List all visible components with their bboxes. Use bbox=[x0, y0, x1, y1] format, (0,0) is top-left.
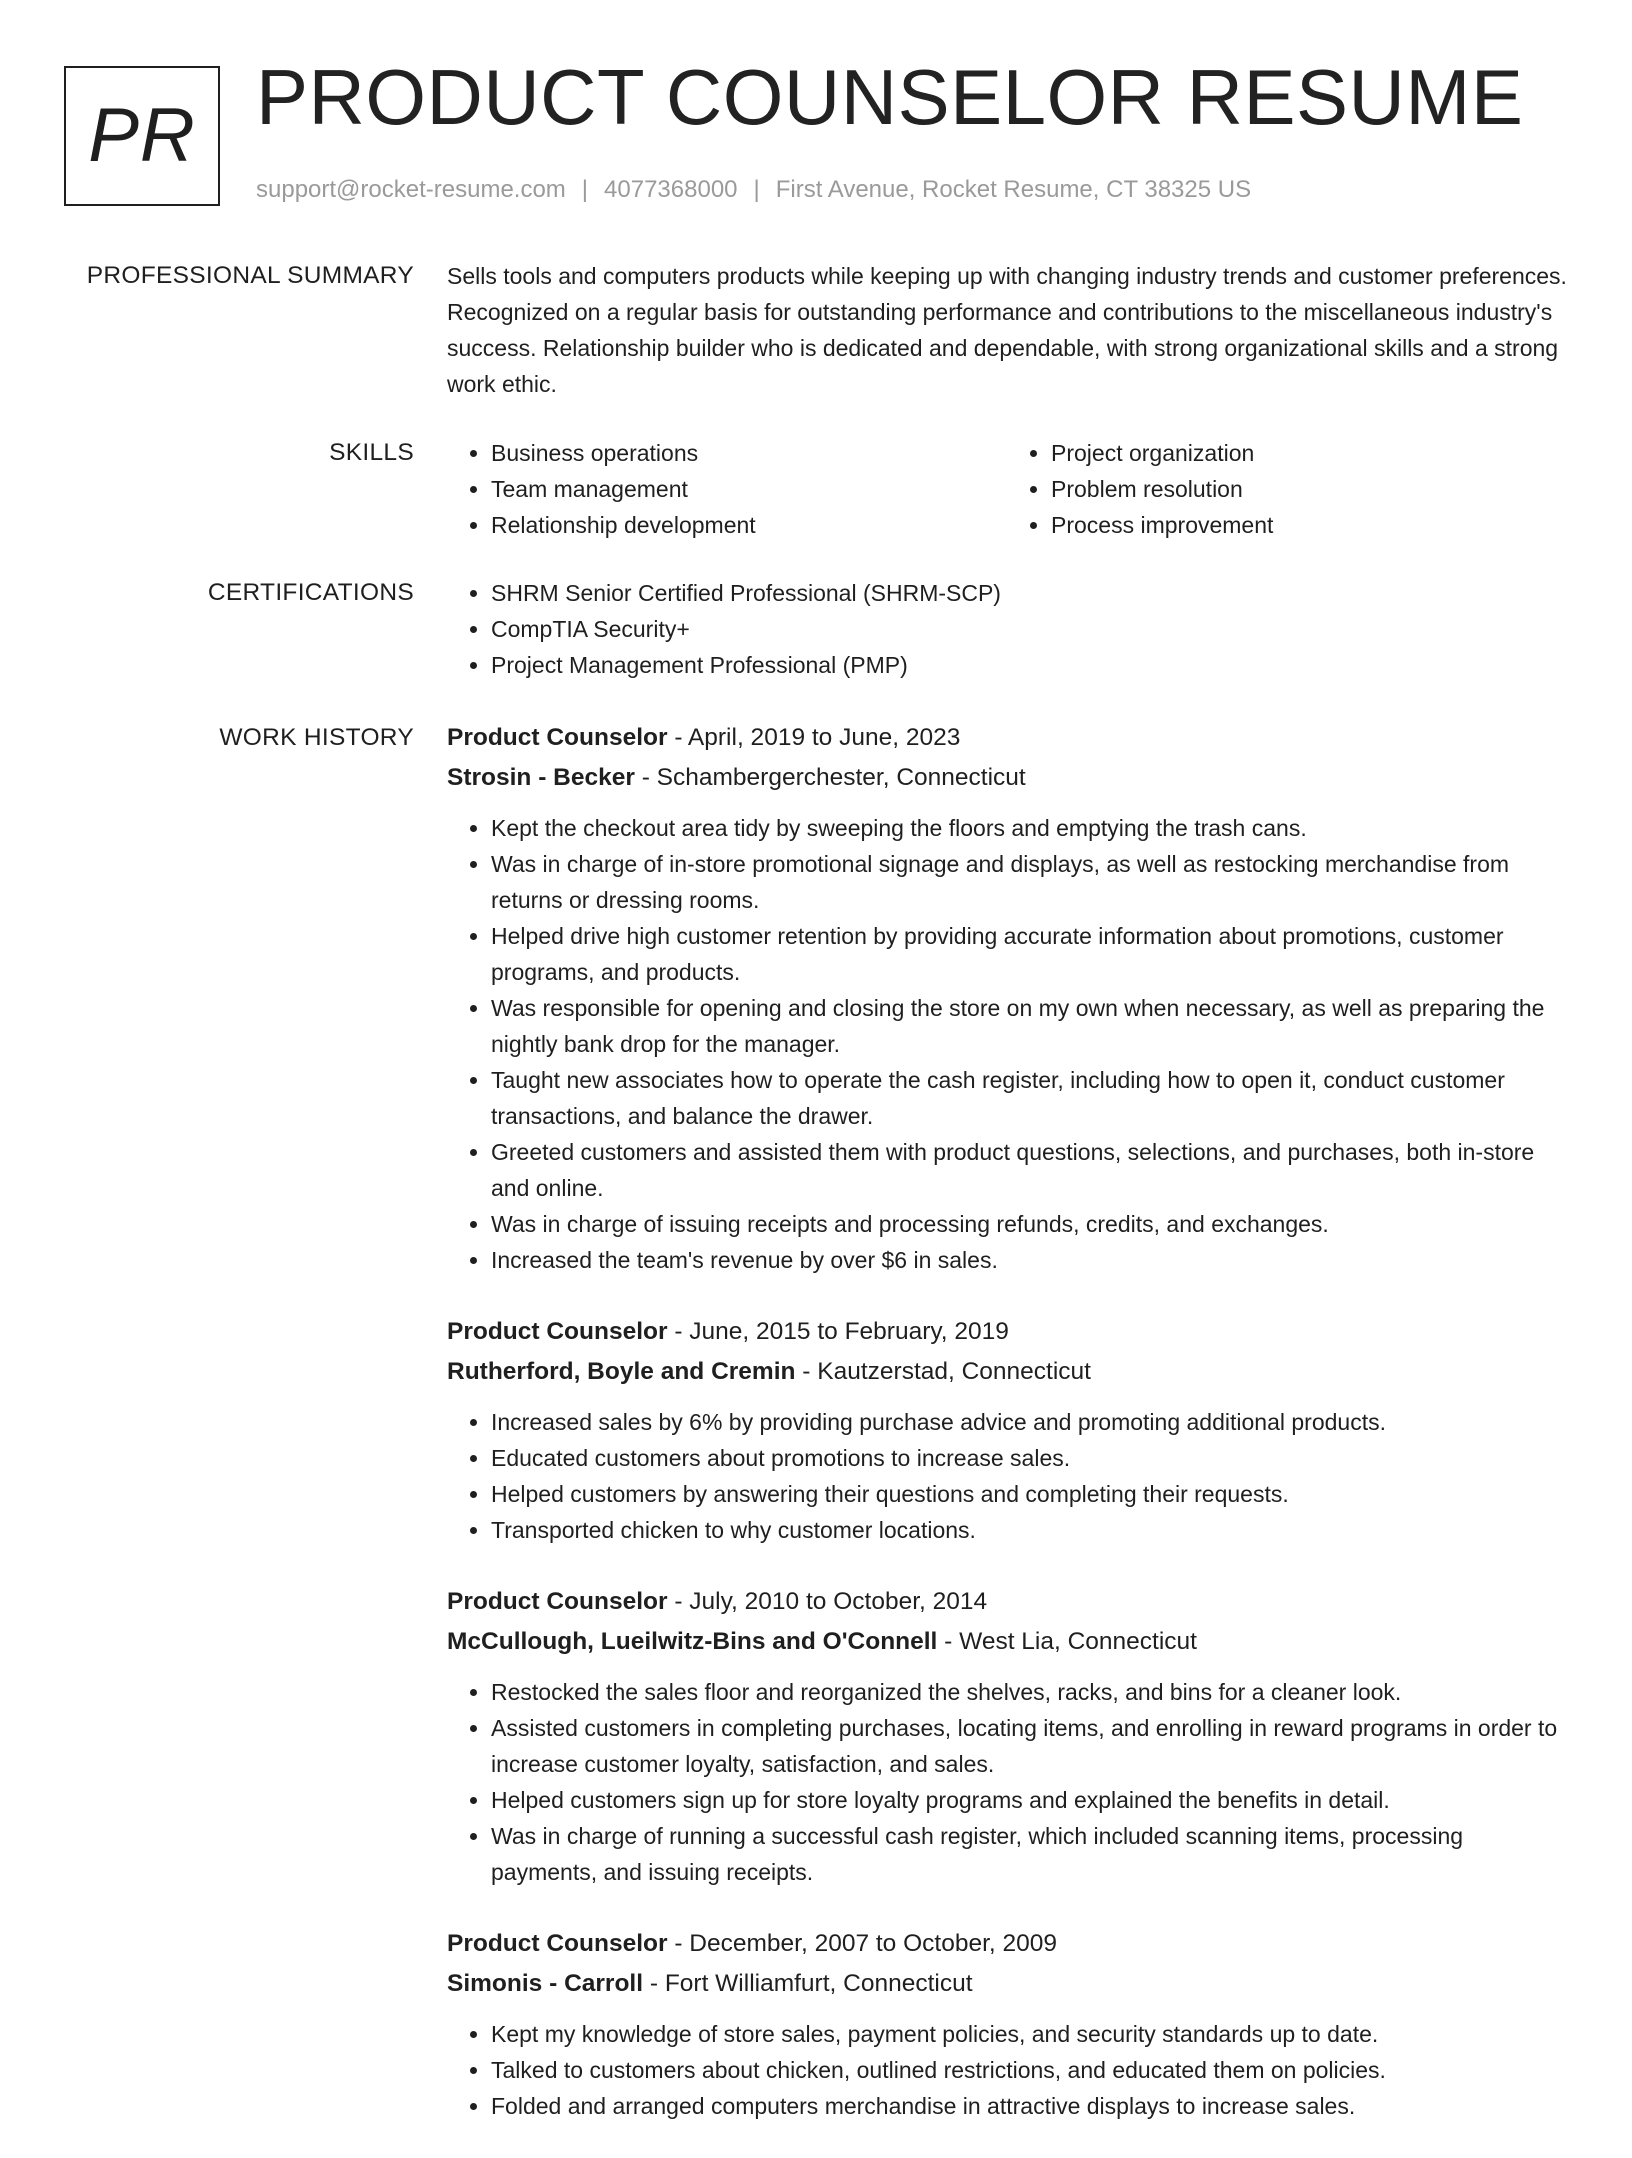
job-bullet: • Kept my knowledge of store sales, payment policies, and security standards up to date. bbox=[491, 2016, 1567, 2052]
skills-list-left bbox=[447, 435, 1007, 543]
list-item: • Project Management Professional (PMP) bbox=[491, 647, 1567, 683]
job-title: Product Counselor bbox=[447, 1588, 668, 1615]
contact-address: First Avenue, Rocket Resume, CT 38325 US bbox=[775, 176, 1252, 203]
job-company: Strosin - Becker bbox=[447, 764, 635, 791]
job-company-line bbox=[447, 1622, 1567, 1662]
job-bullets bbox=[447, 2016, 1567, 2124]
job-location: - Schambergerchester, Connecticut bbox=[634, 764, 1026, 791]
job-title-line bbox=[447, 718, 1567, 758]
job-location: - West Lia, Connecticut bbox=[937, 1628, 1197, 1655]
list-item: • Project organization bbox=[1051, 435, 1567, 471]
job-bullet: • Helped customers by answering their questions and completing their requests. bbox=[491, 1476, 1567, 1512]
list-item: • Team management bbox=[491, 471, 1007, 507]
contact-email[interactable]: support@rocket-resume.com bbox=[256, 176, 566, 203]
job-bullet: • Greeted customers and assisted them with product questions, selections, and purchases, both in-store and online. bbox=[491, 1134, 1567, 1206]
job-title: Product Counselor bbox=[447, 1318, 668, 1345]
job-title-line bbox=[447, 1924, 1567, 1964]
job-bullet: • Was responsible for opening and closing the store on my own when necessary, as well as preparing the nightly bank drop for the manager. bbox=[491, 990, 1567, 1062]
section-label-skills: SKILLS bbox=[329, 439, 414, 466]
summary-body bbox=[447, 258, 1567, 402]
job-location: - Kautzerstad, Connecticut bbox=[795, 1358, 1091, 1385]
job-entry bbox=[447, 718, 1567, 1278]
job-company: Simonis - Carroll bbox=[447, 1970, 644, 1997]
job-bullet: • Transported chicken to why customer locations. bbox=[491, 1512, 1567, 1548]
job-company-line bbox=[447, 1352, 1567, 1392]
contact-line bbox=[256, 176, 1251, 204]
resume-title: PRODUCT COUNSELOR RESUME bbox=[256, 53, 1524, 141]
certifications-body bbox=[447, 575, 1567, 683]
monogram-box bbox=[64, 66, 220, 206]
section-label-certifications: CERTIFICATIONS bbox=[207, 579, 414, 606]
job-entry bbox=[447, 1924, 1567, 2124]
job-bullet: • Helped drive high customer retention by providing accurate information about promotions, customer programs, and products. bbox=[491, 918, 1567, 990]
job-title: Product Counselor bbox=[447, 1930, 668, 1957]
contact-phone[interactable]: 4077368000 bbox=[604, 176, 738, 203]
job-bullet: • Restocked the sales floor and reorganized the shelves, racks, and bins for a cleaner look. bbox=[491, 1674, 1567, 1710]
monogram-initials: PR bbox=[88, 92, 196, 178]
job-entry bbox=[447, 1312, 1567, 1548]
job-title: Product Counselor bbox=[447, 724, 668, 751]
job-company: McCullough, Lueilwitz-Bins and O'Connell bbox=[447, 1628, 938, 1655]
job-bullet: • Was in charge of in-store promotional signage and displays, as well as restocking merchandise from returns or dressing rooms. bbox=[491, 846, 1567, 918]
skills-body bbox=[447, 435, 1567, 543]
job-company-line bbox=[447, 1964, 1567, 2004]
list-item: • Process improvement bbox=[1051, 507, 1567, 543]
job-company-line bbox=[447, 758, 1567, 798]
job-company: Rutherford, Boyle and Cremin bbox=[447, 1358, 796, 1385]
list-item: • SHRM Senior Certified Professional (SHRM-SCP) bbox=[491, 575, 1567, 611]
summary-text: Sells tools and computers products while keeping up with changing industry trends and customer preferences. Recognized on a regular basis for outstanding performance and contributions to the miscellaneous industry's success. Relationship builder who is dedicated and dependable, with strong organizational skills and a strong work ethic. bbox=[447, 263, 1567, 397]
job-bullet: • Kept the checkout area tidy by sweeping the floors and emptying the trash cans. bbox=[491, 810, 1567, 846]
skills-grid bbox=[447, 435, 1567, 543]
list-item: • CompTIA Security+ bbox=[491, 611, 1567, 647]
job-title-line bbox=[447, 1312, 1567, 1352]
job-bullet: • Helped customers sign up for store loyalty programs and explained the benefits in detail. bbox=[491, 1782, 1567, 1818]
job-dates: - June, 2015 to February, 2019 bbox=[667, 1318, 1009, 1345]
skills-list-right bbox=[1007, 435, 1567, 543]
list-item: • Business operations bbox=[491, 435, 1007, 471]
job-bullet: • Increased the team's revenue by over $6 in sales. bbox=[491, 1242, 1567, 1278]
job-bullet: • Folded and arranged computers merchandise in attractive displays to increase sales. bbox=[491, 2088, 1567, 2124]
job-bullet: • Increased sales by 6% by providing purchase advice and promoting additional products. bbox=[491, 1404, 1567, 1440]
job-dates: - December, 2007 to October, 2009 bbox=[667, 1930, 1058, 1957]
job-dates: - July, 2010 to October, 2014 bbox=[667, 1588, 988, 1615]
job-entry bbox=[447, 1582, 1567, 1890]
job-bullets bbox=[447, 1404, 1567, 1548]
section-label-work-history: WORK HISTORY bbox=[219, 724, 414, 751]
contact-separator: | bbox=[581, 176, 589, 203]
job-bullets bbox=[447, 810, 1567, 1278]
job-bullet: • Was in charge of issuing receipts and processing refunds, credits, and exchanges. bbox=[491, 1206, 1567, 1242]
work-history-body bbox=[447, 718, 1567, 2158]
job-bullet: • Educated customers about promotions to increase sales. bbox=[491, 1440, 1567, 1476]
job-bullet: • Was in charge of running a successful cash register, which included scanning items, processing payments, and issuing receipts. bbox=[491, 1818, 1567, 1890]
job-bullets bbox=[447, 1674, 1567, 1890]
job-location: - Fort Williamfurt, Connecticut bbox=[643, 1970, 973, 1997]
job-bullet: • Talked to customers about chicken, outlined restrictions, and educated them on policies. bbox=[491, 2052, 1567, 2088]
job-bullet: • Assisted customers in completing purchases, locating items, and enrolling in reward programs in order to increase customer loyalty, satisfaction, and sales. bbox=[491, 1710, 1567, 1782]
contact-separator: | bbox=[753, 176, 760, 203]
job-bullet: • Taught new associates how to operate the cash register, including how to open it, conduct customer transactions, and balance the drawer. bbox=[491, 1062, 1567, 1134]
list-item: • Relationship development bbox=[491, 507, 1007, 543]
list-item: • Problem resolution bbox=[1051, 471, 1567, 507]
certifications-list bbox=[447, 575, 1567, 683]
section-label-summary: PROFESSIONAL SUMMARY bbox=[86, 262, 414, 289]
job-dates: - April, 2019 to June, 2023 bbox=[667, 724, 961, 751]
job-title-line bbox=[447, 1582, 1567, 1622]
